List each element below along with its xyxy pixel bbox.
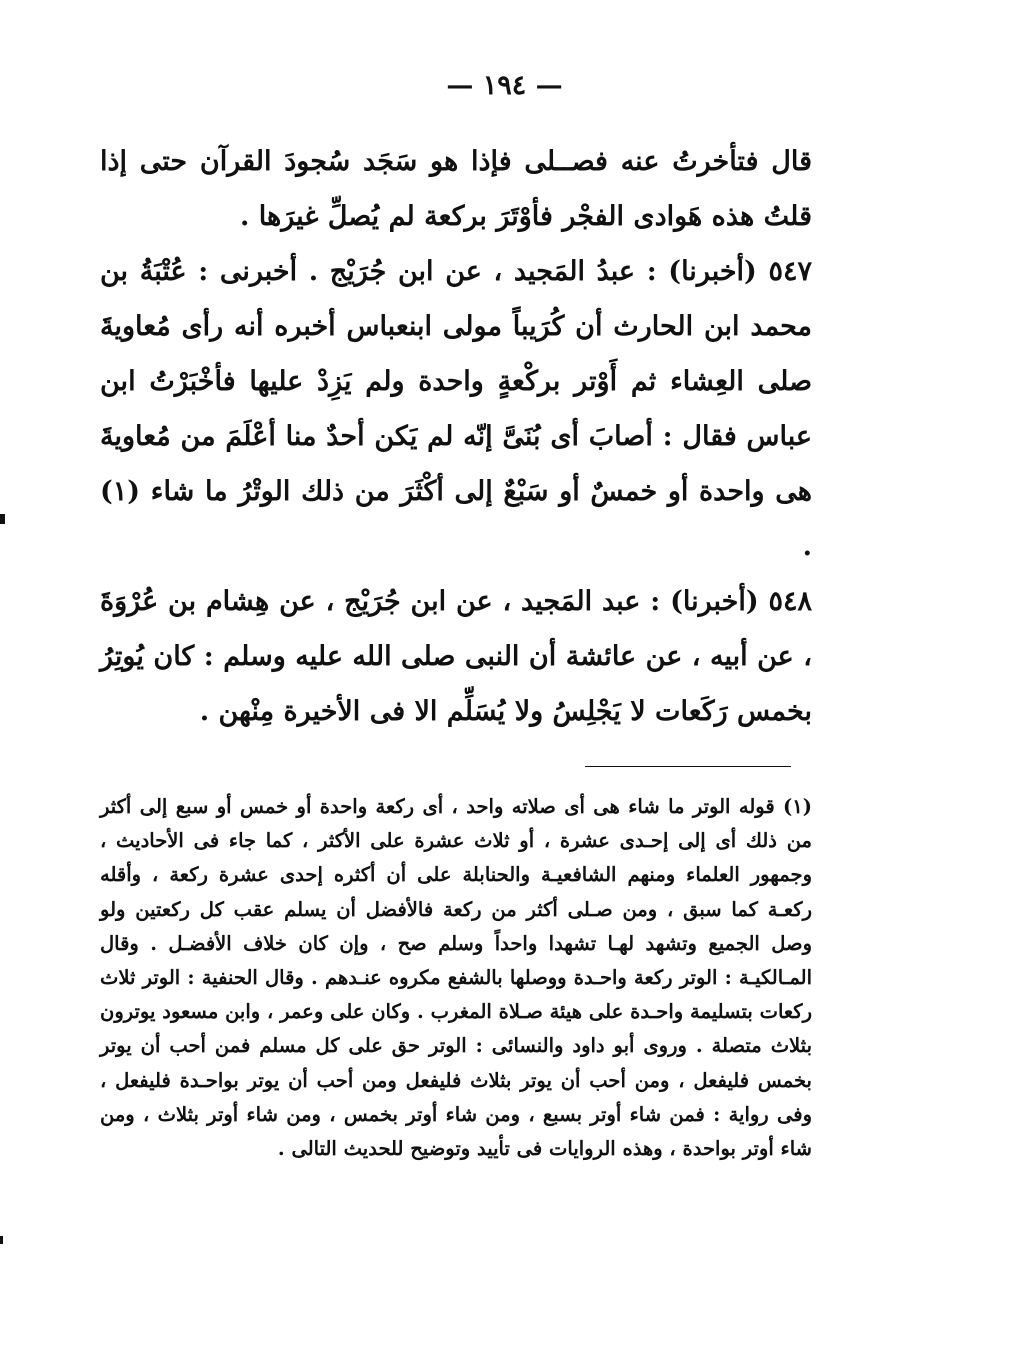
page-number: — ١٩٤ — (446, 70, 563, 101)
paragraph-intro: قال فتأخرتُ عنه فصــلى فإذا هو سَجَد سُجودَ القرآن حتى إذا قلتُ هذه هَوادى الفجْر فأوْتَرَ بركعة لم يُصلِّ غيرَها . (100, 146, 812, 232)
main-text (100, 134, 812, 739)
hadith-548: ٥٤٨ (أخبرنا) : عبد المَجيد ، عن ابن جُرَيْج ، عن هِشام بن عُرْوَةَ ، عن أبيه ، عن عائشة أن النبى صلى الله عليه وسلم : كان يُوتِرُ بخمس رَكَعات لا يَجْلِسُ ولا يُسَلِّم الا فى الأخيرة مِنْهن . (100, 586, 812, 727)
footnote-divider (585, 766, 791, 767)
footnote (100, 790, 812, 1166)
footnote-1: (١) قوله الوتر ما شاء هى أى صلاته واحد ، أى ركعة واحدة أو خمس أو سبع إلى أكثر من ذلك أى إلى إحـدى عشرة ، أو ثلاث عشرة على الأكثر ، كما جاء فى الأحاديث ، وجمهور العلماء ومنهم الشافعيـة والحنابلة على أن أكثره إحدى عشرة ركعة ، وأقله ركعـة كما سبق ، ومن صـلى أكثر من ركعة فالأفضل أن يسلم عقب كل ركعتين ولو وصل الجميع وتشهد لهـا تشهدا واحداً وسلم صح ، وإن كان خلاف الأفضـل . وقال المـالكيـة : الوتر ركعة واحـدة ووصلها بالشفع مكروه عنـدهم . وقال الحنفية : الوتر ثلاث ركعات بتسليمة واحـدة على هيئة صـلاة المغرب . وكان على وعمر ، وابن مسعود يوترون بثلاث متصلة . وروى أبو داود والنسائى : الوتر حق على كل مسلم فمن أحب أن يوتر بخمس فليفعل ، ومن أحب أن يوتر بثلاث فليفعل ومن أحب أن يوتر بواحـدة فليفعل ، وفى رواية : فمن شاء أوتر بسبع ، ومن شاء أوتر بخمس ، ومن شاء أوتر بثلاث ، ومن شاء أوتر بواحدة ، وهذه الروايات فى تأييد وتوضيح للحديث التالى . (100, 795, 812, 1161)
scan-margin-mark-lower (0, 1236, 3, 1244)
hadith-547: ٥٤٧ (أخبرنا) : عبدُ المَجيد ، عن ابن جُرَيْج . أخبرنى : عُتْبَةُ بن محمد ابن الحارث أن كُرَيباً مولى ابنعباس أخبره أنه رأى مُعاويةَ صلى العِشاء ثم أَوْتر بركْعةٍ واحدة ولم يَزِدْ عليها فأخْبَرْتُ ابن عباس فقال : أصابَ أى بُنَىَّ إنّه لم يَكن أحدٌ منا أعْلَمَ من مُعاويةَ هى واحدة أو خمسٌ أو سَبْعٌ إلى أكْثَرَ من ذلك الوتْرُ ما شاء (١) . (100, 256, 812, 562)
scan-margin-mark (0, 514, 5, 524)
